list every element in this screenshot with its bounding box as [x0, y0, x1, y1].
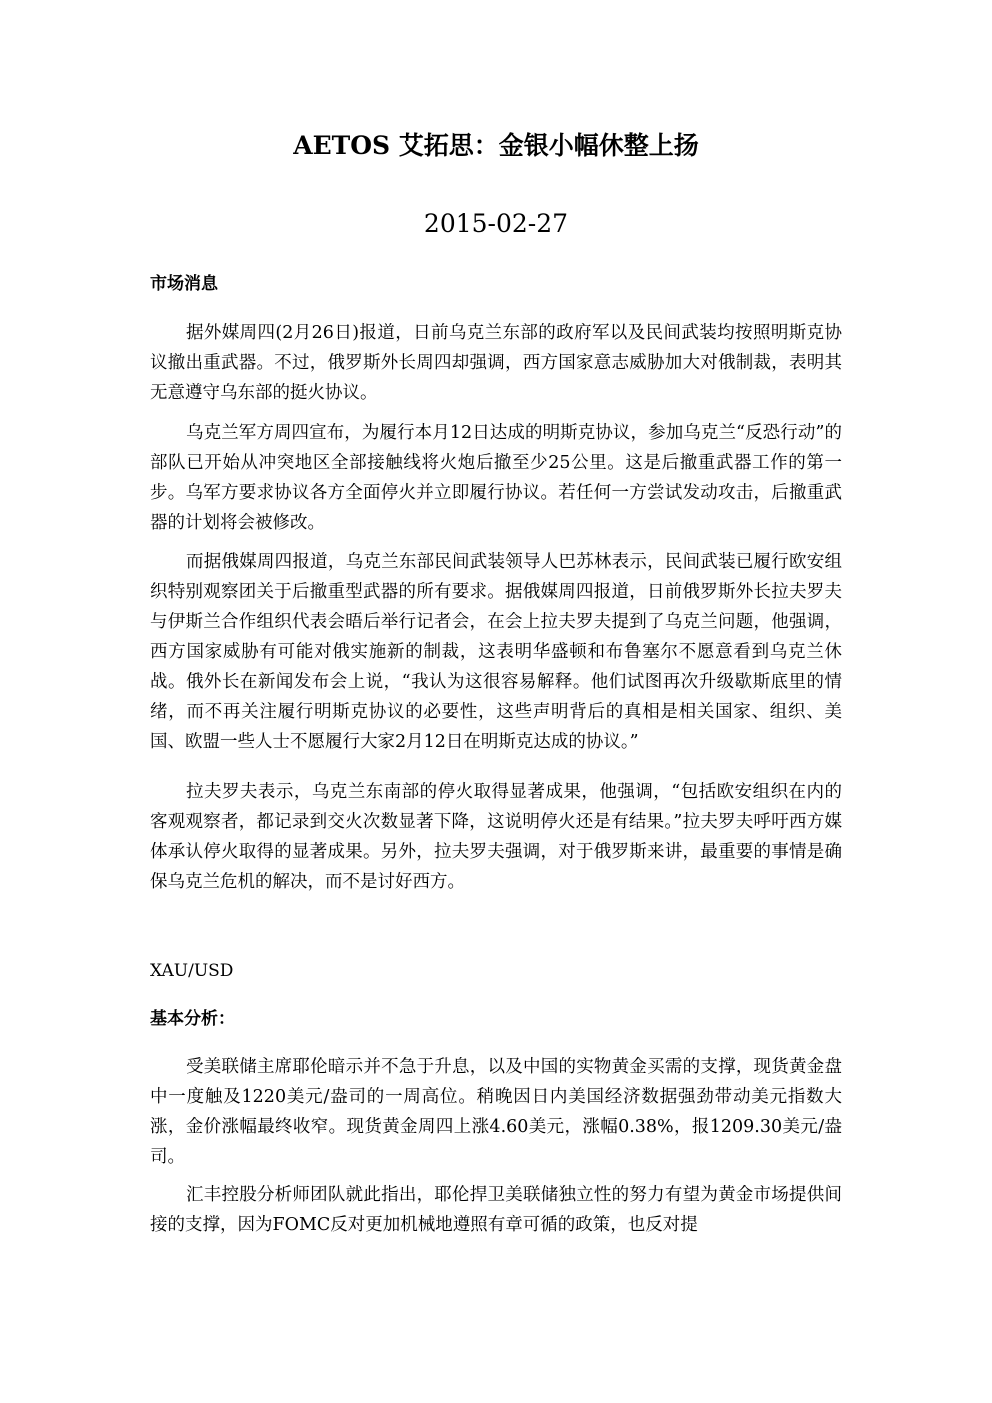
- xau-usd-paragraph-1: 受美联储主席耶伦暗示并不急于升息，以及中国的实物黄金买需的支撑，现货黄金盘中一度触及1220美元/盎司的一周高位。稍晚因日内美国经济数据强劲带动美元指数大涨，金价涨幅最终收窄。现货黄金周四上涨4.60美元，涨幅0.38%，报1209.30美元/盎司。: [150, 1057, 842, 1167]
- document-date: 2015-02-27: [423, 209, 569, 238]
- market-news-paragraph-1: 据外媒周四(2月26日)报道，日前乌克兰东部的政府军以及民间武装均按照明斯克协议撤出重武器。不过，俄罗斯外长周四却强调，西方国家意志威胁加大对俄制裁，表明其无意遵守乌东部的挺火协议。: [150, 323, 842, 403]
- document-title: AETOS 艾拓思：金银小幅休整上扬: [293, 131, 699, 160]
- market-news-paragraph-3: 而据俄媒周四报道，乌克兰东部民间武装领导人巴苏林表示，民间武装已履行欧安组织特别观察团关于后撤重型武器的所有要求。据俄媒周四报道，日前俄罗斯外长拉夫罗夫与伊斯兰合作组织代表会晤后举行记者会，在会上拉夫罗夫提到了乌克兰问题，他强调，西方国家威胁有可能对俄实施新的制裁，这表明华盛顿和布鲁塞尔不愿意看到乌克兰休战。俄外长在新闻发布会上说，“我认为这很容易解释。他们试图再次升级歇斯底里的情绪，而不再关注履行明斯克协议的必要性，这些声明背后的真相是相关国家、组织、美国、欧盟一些人士不愿履行大家2月12日在明斯克达成的协议。”: [150, 552, 842, 752]
- xau-usd-paragraph-2: 汇丰控股分析师团队就此指出，耶伦捍卫美联储独立性的努力有望为黄金市场提供间接的支撑，因为FOMC反对更加机械地遵照有章可循的政策，也反对提: [150, 1185, 842, 1235]
- xau-usd-symbol: XAU/USD: [150, 961, 234, 981]
- fundamental-analysis-heading: 基本分析：: [150, 1009, 235, 1029]
- market-news-paragraph-4: 拉夫罗夫表示，乌克兰东南部的停火取得显著成果，他强调，“包括欧安组织在内的客观观察者，都记录到交火次数显著下降，这说明停火还是有结果。”拉夫罗夫呼吁西方媒体承认停火取得的显著成果。另外，拉夫罗夫强调，对于俄罗斯来讲，最重要的事情是确保乌克兰危机的解决，而不是讨好西方。: [150, 782, 842, 892]
- market-news-heading: 市场消息: [150, 274, 218, 294]
- market-news-paragraph-2: 乌克兰军方周四宣布，为履行本月12日达成的明斯克协议，参加乌克兰“反恐行动”的部队已开始从冲突地区全部接触线将火炮后撤至少25公里。这是后撤重武器工作的第一步。乌军方要求协议各方全面停火并立即履行协议。若任何一方尝试发动攻击，后撤重武器的计划将会被修改。: [150, 423, 842, 533]
